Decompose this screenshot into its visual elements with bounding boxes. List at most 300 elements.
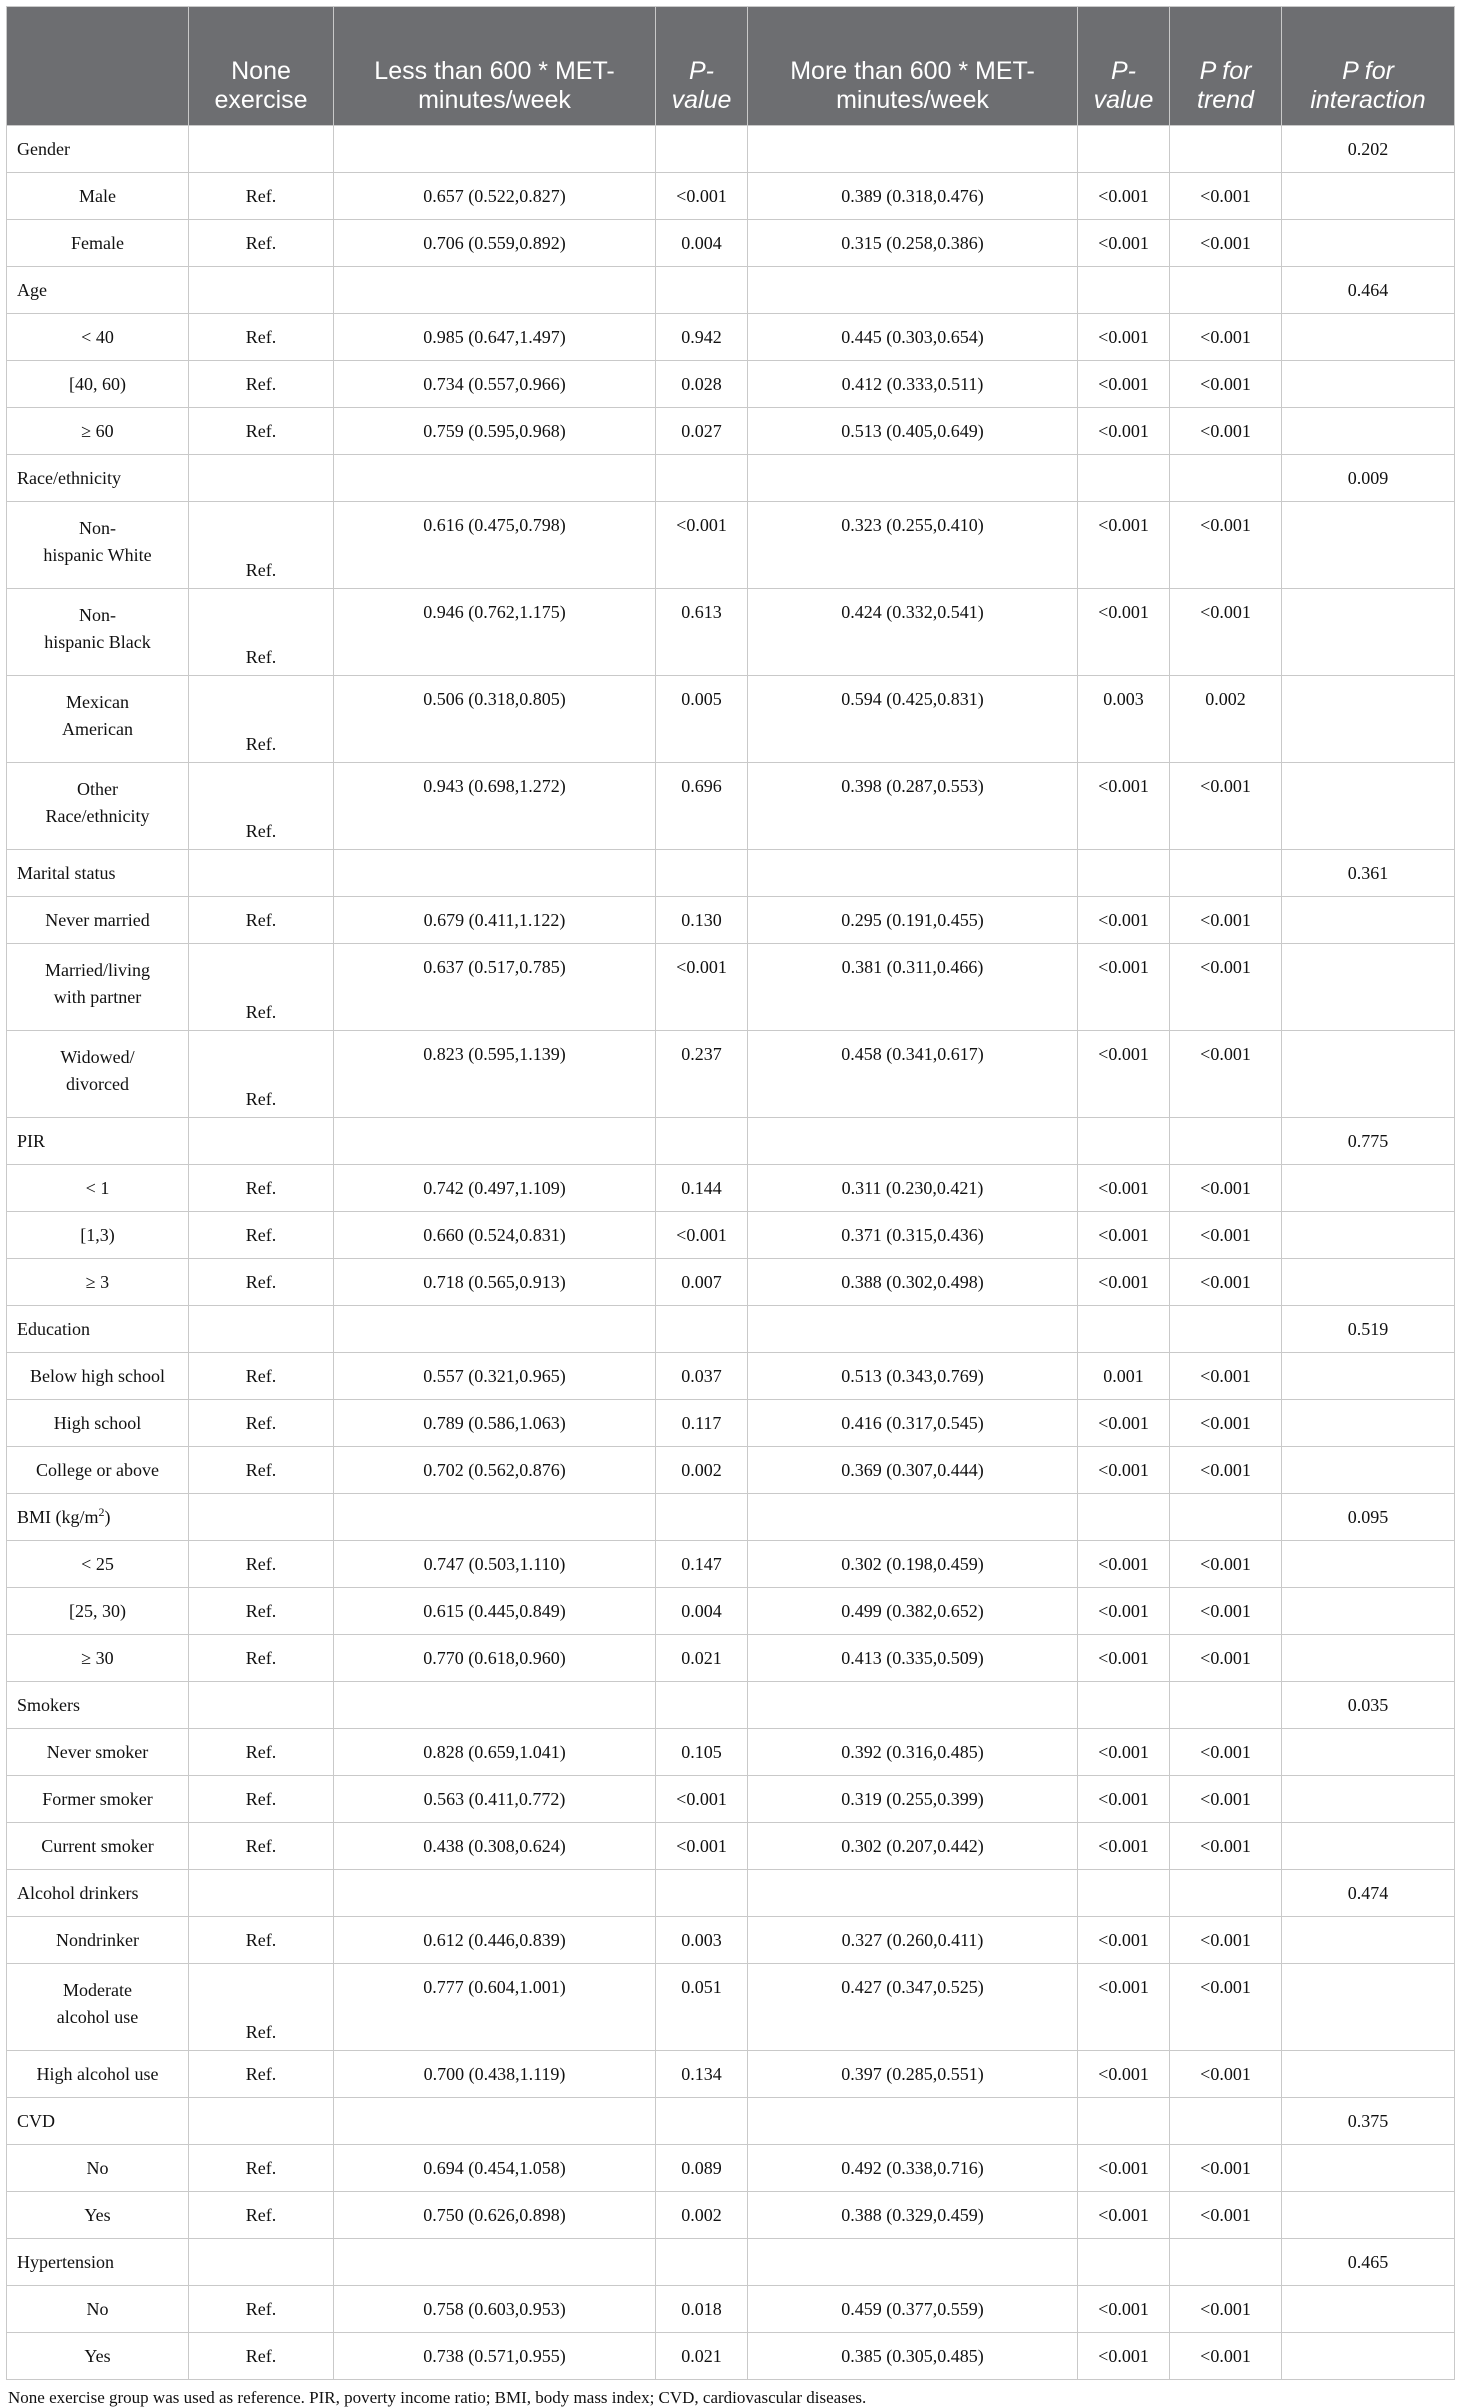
p-value-less: 0.028 — [656, 361, 748, 408]
less-than-600-or: 0.657 (0.522,0.827) — [334, 173, 656, 220]
empty-cell — [334, 1118, 656, 1165]
less-than-600-or: 0.734 (0.557,0.966) — [334, 361, 656, 408]
subgroup-label — [7, 589, 189, 676]
reference-cell: Ref. — [189, 1917, 334, 1964]
table-row — [7, 502, 1455, 589]
p-value-more: <0.001 — [1078, 1635, 1170, 1682]
category-label — [7, 1118, 189, 1165]
reference-cell: Ref. — [189, 763, 334, 850]
less-than-600-or: 0.637 (0.517,0.785) — [334, 944, 656, 1031]
empty-cell — [748, 267, 1078, 314]
empty-cell — [1282, 173, 1455, 220]
p-value-more: <0.001 — [1078, 2333, 1170, 2380]
table-row — [7, 1917, 1455, 1964]
less-than-600-or: 0.612 (0.446,0.839) — [334, 1917, 656, 1964]
category-row — [7, 2239, 1455, 2286]
more-than-600-or: 0.295 (0.191,0.455) — [748, 897, 1078, 944]
empty-cell — [656, 2098, 748, 2145]
subgroup-label-line: hispanic Black — [44, 632, 151, 652]
p-value-less: 0.942 — [656, 314, 748, 361]
reference-cell: Ref. — [189, 2051, 334, 2098]
more-than-600-or: 0.398 (0.287,0.553) — [748, 763, 1078, 850]
empty-cell — [748, 1870, 1078, 1917]
empty-cell — [1282, 2145, 1455, 2192]
p-trend-value: <0.001 — [1170, 2333, 1282, 2380]
empty-cell — [334, 1682, 656, 1729]
p-interaction-value: 0.035 — [1282, 1682, 1455, 1729]
more-than-600-or: 0.416 (0.317,0.545) — [748, 1400, 1078, 1447]
reference-cell: Ref. — [189, 502, 334, 589]
category-label — [7, 267, 189, 314]
less-than-600-or: 0.438 (0.308,0.624) — [334, 1823, 656, 1870]
column-header — [1078, 7, 1170, 126]
empty-cell — [748, 126, 1078, 173]
empty-cell — [334, 1870, 656, 1917]
p-trend-value: <0.001 — [1170, 1165, 1282, 1212]
p-value-more: <0.001 — [1078, 1917, 1170, 1964]
reference-cell: Ref. — [189, 2192, 334, 2239]
empty-cell — [1078, 126, 1170, 173]
subgroup-label-line: American — [62, 719, 133, 739]
p-value-more: <0.001 — [1078, 408, 1170, 455]
reference-cell: Ref. — [189, 1353, 334, 1400]
p-value-more: <0.001 — [1078, 1259, 1170, 1306]
empty-cell — [334, 455, 656, 502]
reference-cell: Ref. — [189, 1588, 334, 1635]
p-value-less: 0.002 — [656, 2192, 748, 2239]
empty-cell — [1282, 2333, 1455, 2380]
less-than-600-or: 0.706 (0.559,0.892) — [334, 220, 656, 267]
less-than-600-or: 0.679 (0.411,1.122) — [334, 897, 656, 944]
p-trend-value: <0.001 — [1170, 1541, 1282, 1588]
category-row — [7, 126, 1455, 173]
column-header-text: None exercise — [214, 57, 308, 114]
p-value-more: <0.001 — [1078, 1729, 1170, 1776]
empty-cell — [1282, 1400, 1455, 1447]
less-than-600-or: 0.742 (0.497,1.109) — [334, 1165, 656, 1212]
table-row — [7, 589, 1455, 676]
empty-cell — [1078, 2098, 1170, 2145]
more-than-600-or: 0.424 (0.332,0.541) — [748, 589, 1078, 676]
p-value-less: 0.021 — [656, 2333, 748, 2380]
p-trend-value: <0.001 — [1170, 1635, 1282, 1682]
table-row — [7, 2192, 1455, 2239]
more-than-600-or: 0.499 (0.382,0.652) — [748, 1588, 1078, 1635]
more-than-600-or: 0.459 (0.377,0.559) — [748, 2286, 1078, 2333]
empty-cell — [1078, 2239, 1170, 2286]
table-row — [7, 2286, 1455, 2333]
reference-cell: Ref. — [189, 944, 334, 1031]
reference-cell: Ref. — [189, 361, 334, 408]
empty-cell — [189, 1682, 334, 1729]
table-row — [7, 2051, 1455, 2098]
reference-cell: Ref. — [189, 220, 334, 267]
empty-cell — [1282, 1776, 1455, 1823]
table-row — [7, 1776, 1455, 1823]
less-than-600-or: 0.615 (0.445,0.849) — [334, 1588, 656, 1635]
column-header-text: P-value — [671, 57, 732, 114]
reference-cell: Ref. — [189, 1541, 334, 1588]
table-row — [7, 676, 1455, 763]
more-than-600-or: 0.388 (0.302,0.498) — [748, 1259, 1078, 1306]
subgroup-label — [7, 1964, 189, 2051]
category-label — [7, 1494, 189, 1541]
p-value-more: <0.001 — [1078, 1776, 1170, 1823]
column-header-text: P-value — [1093, 57, 1154, 114]
table-row — [7, 1541, 1455, 1588]
subgroup-label: < 40 — [7, 314, 189, 361]
less-than-600-or: 0.563 (0.411,0.772) — [334, 1776, 656, 1823]
category-name: PIR — [17, 1130, 46, 1151]
empty-cell — [748, 1494, 1078, 1541]
empty-cell — [1282, 408, 1455, 455]
subgroup-label-line: Moderate — [63, 1980, 132, 2000]
empty-cell — [656, 455, 748, 502]
p-value-less: 0.004 — [656, 220, 748, 267]
p-trend-value: <0.001 — [1170, 1729, 1282, 1776]
p-value-more: 0.001 — [1078, 1353, 1170, 1400]
table-row — [7, 1031, 1455, 1118]
p-value-less: 0.089 — [656, 2145, 748, 2192]
p-value-less: 0.002 — [656, 1447, 748, 1494]
reference-cell: Ref. — [189, 1447, 334, 1494]
p-trend-value: <0.001 — [1170, 1588, 1282, 1635]
empty-cell — [1078, 1118, 1170, 1165]
empty-cell — [189, 850, 334, 897]
empty-cell — [1078, 267, 1170, 314]
more-than-600-or: 0.513 (0.343,0.769) — [748, 1353, 1078, 1400]
more-than-600-or: 0.388 (0.329,0.459) — [748, 2192, 1078, 2239]
empty-cell — [748, 850, 1078, 897]
empty-cell — [748, 1682, 1078, 1729]
p-interaction-value: 0.095 — [1282, 1494, 1455, 1541]
less-than-600-or: 0.702 (0.562,0.876) — [334, 1447, 656, 1494]
header-row — [7, 7, 1455, 126]
category-label — [7, 850, 189, 897]
p-value-less: 0.005 — [656, 676, 748, 763]
p-trend-value: <0.001 — [1170, 763, 1282, 850]
column-header-text: Less than 600 * MET-minutes/week — [374, 57, 615, 114]
more-than-600-or: 0.397 (0.285,0.551) — [748, 2051, 1078, 2098]
p-trend-value: <0.001 — [1170, 2192, 1282, 2239]
column-header — [189, 7, 334, 126]
category-name: BMI (kg/m — [17, 1506, 99, 1527]
column-header — [1170, 7, 1282, 126]
subgroup-label-line: alcohol use — [56, 2007, 139, 2027]
p-value-more: <0.001 — [1078, 1165, 1170, 1212]
p-value-less: <0.001 — [656, 1776, 748, 1823]
empty-cell — [1282, 1353, 1455, 1400]
subgroup-label-line: hispanic White — [43, 545, 152, 565]
table-row — [7, 408, 1455, 455]
p-value-more: <0.001 — [1078, 589, 1170, 676]
subgroup-label: No — [7, 2145, 189, 2192]
empty-cell — [1170, 1682, 1282, 1729]
reference-cell: Ref. — [189, 1635, 334, 1682]
more-than-600-or: 0.369 (0.307,0.444) — [748, 1447, 1078, 1494]
more-than-600-or: 0.319 (0.255,0.399) — [748, 1776, 1078, 1823]
table-row — [7, 2333, 1455, 2380]
subgroup-label-line: divorced — [66, 1074, 129, 1094]
empty-cell — [748, 455, 1078, 502]
more-than-600-or: 0.327 (0.260,0.411) — [748, 1917, 1078, 1964]
reference-cell: Ref. — [189, 1400, 334, 1447]
table-row — [7, 1635, 1455, 1682]
less-than-600-or: 0.660 (0.524,0.831) — [334, 1212, 656, 1259]
table-row — [7, 944, 1455, 1031]
empty-cell — [656, 267, 748, 314]
empty-cell — [1282, 2192, 1455, 2239]
reference-cell: Ref. — [189, 1031, 334, 1118]
category-name: Marital status — [17, 862, 116, 883]
subgroup-label-line: Race/ethnicity — [45, 806, 150, 826]
empty-cell — [334, 267, 656, 314]
less-than-600-or: 0.616 (0.475,0.798) — [334, 502, 656, 589]
table-row — [7, 763, 1455, 850]
empty-cell — [1282, 676, 1455, 763]
p-trend-value: <0.001 — [1170, 502, 1282, 589]
more-than-600-or: 0.371 (0.315,0.436) — [748, 1212, 1078, 1259]
empty-cell — [189, 1870, 334, 1917]
more-than-600-or: 0.413 (0.335,0.509) — [748, 1635, 1078, 1682]
more-than-600-or: 0.323 (0.255,0.410) — [748, 502, 1078, 589]
p-trend-value: <0.001 — [1170, 173, 1282, 220]
p-value-less: 0.007 — [656, 1259, 748, 1306]
subgroup-label — [7, 944, 189, 1031]
p-value-less: <0.001 — [656, 502, 748, 589]
p-value-more: <0.001 — [1078, 763, 1170, 850]
empty-cell — [1282, 1031, 1455, 1118]
p-value-less: <0.001 — [656, 944, 748, 1031]
more-than-600-or: 0.445 (0.303,0.654) — [748, 314, 1078, 361]
subgroup-label: Below high school — [7, 1353, 189, 1400]
less-than-600-or: 0.747 (0.503,1.110) — [334, 1541, 656, 1588]
subgroup-label: Yes — [7, 2192, 189, 2239]
p-value-more: <0.001 — [1078, 502, 1170, 589]
subgroup-label-line: Widowed/ — [60, 1047, 135, 1067]
table-row — [7, 314, 1455, 361]
reference-cell: Ref. — [189, 1776, 334, 1823]
empty-cell — [1282, 1588, 1455, 1635]
table-row — [7, 1588, 1455, 1635]
p-value-more: <0.001 — [1078, 220, 1170, 267]
category-name: Hypertension — [17, 2251, 114, 2272]
empty-cell — [1282, 1165, 1455, 1212]
p-value-more: <0.001 — [1078, 173, 1170, 220]
subgroup-label — [7, 763, 189, 850]
category-label — [7, 1870, 189, 1917]
p-trend-value: <0.001 — [1170, 2145, 1282, 2192]
p-value-less: <0.001 — [656, 173, 748, 220]
less-than-600-or: 0.777 (0.604,1.001) — [334, 1964, 656, 2051]
less-than-600-or: 0.770 (0.618,0.960) — [334, 1635, 656, 1682]
less-than-600-or: 0.718 (0.565,0.913) — [334, 1259, 656, 1306]
empty-cell — [656, 126, 748, 173]
subgroup-label: [1,3) — [7, 1212, 189, 1259]
p-value-less: 0.696 — [656, 763, 748, 850]
empty-cell — [334, 2239, 656, 2286]
more-than-600-or: 0.458 (0.341,0.617) — [748, 1031, 1078, 1118]
empty-cell — [1282, 220, 1455, 267]
more-than-600-or: 0.594 (0.425,0.831) — [748, 676, 1078, 763]
category-row — [7, 1870, 1455, 1917]
less-than-600-or: 0.828 (0.659,1.041) — [334, 1729, 656, 1776]
empty-cell — [334, 850, 656, 897]
category-name: Race/ethnicity — [17, 467, 121, 488]
category-name: Education — [17, 1318, 90, 1339]
p-trend-value: <0.001 — [1170, 1776, 1282, 1823]
reference-cell: Ref. — [189, 589, 334, 676]
column-header-text: More than 600 * MET-minutes/week — [790, 57, 1035, 114]
less-than-600-or: 0.557 (0.321,0.965) — [334, 1353, 656, 1400]
subgroup-label: Nondrinker — [7, 1917, 189, 1964]
p-trend-value: <0.001 — [1170, 1917, 1282, 1964]
p-value-less: 0.144 — [656, 1165, 748, 1212]
subgroup-label: No — [7, 2286, 189, 2333]
empty-cell — [1170, 850, 1282, 897]
empty-cell — [1170, 2239, 1282, 2286]
empty-cell — [656, 1306, 748, 1353]
p-value-more: <0.001 — [1078, 1588, 1170, 1635]
table-row — [7, 1353, 1455, 1400]
subgroup-label: [25, 30) — [7, 1588, 189, 1635]
subgroup-label: Current smoker — [7, 1823, 189, 1870]
category-row — [7, 455, 1455, 502]
subgroup-label: High alcohol use — [7, 2051, 189, 2098]
empty-cell — [1282, 897, 1455, 944]
p-value-more: <0.001 — [1078, 1400, 1170, 1447]
p-value-more: <0.001 — [1078, 2145, 1170, 2192]
p-interaction-value: 0.361 — [1282, 850, 1455, 897]
category-label — [7, 1682, 189, 1729]
more-than-600-or: 0.381 (0.311,0.466) — [748, 944, 1078, 1031]
less-than-600-or: 0.738 (0.571,0.955) — [334, 2333, 656, 2380]
empty-cell — [1078, 850, 1170, 897]
p-trend-value: <0.001 — [1170, 1212, 1282, 1259]
more-than-600-or: 0.385 (0.305,0.485) — [748, 2333, 1078, 2380]
empty-cell — [189, 2239, 334, 2286]
less-than-600-or: 0.700 (0.438,1.119) — [334, 2051, 656, 2098]
subgroup-label-line: Mexican — [66, 692, 129, 712]
p-value-more: <0.001 — [1078, 361, 1170, 408]
table-row — [7, 1400, 1455, 1447]
empty-cell — [1282, 1729, 1455, 1776]
empty-cell — [1282, 1541, 1455, 1588]
reference-cell: Ref. — [189, 408, 334, 455]
less-than-600-or: 0.758 (0.603,0.953) — [334, 2286, 656, 2333]
empty-cell — [189, 1118, 334, 1165]
p-value-less: <0.001 — [656, 1212, 748, 1259]
p-trend-value: <0.001 — [1170, 1964, 1282, 2051]
empty-cell — [334, 126, 656, 173]
category-row — [7, 1118, 1455, 1165]
subgroup-label-line: Other — [77, 779, 118, 799]
p-value-less: 0.105 — [656, 1729, 748, 1776]
table-row — [7, 1212, 1455, 1259]
empty-cell — [334, 1306, 656, 1353]
empty-cell — [748, 2239, 1078, 2286]
category-name: Gender — [17, 138, 70, 159]
category-label — [7, 2098, 189, 2145]
category-name-superscript: 2 — [98, 1504, 105, 1519]
empty-cell — [1282, 1259, 1455, 1306]
empty-cell — [1282, 314, 1455, 361]
subgroup-label: Male — [7, 173, 189, 220]
p-value-less: 0.021 — [656, 1635, 748, 1682]
empty-cell — [1170, 1118, 1282, 1165]
table-row — [7, 1964, 1455, 2051]
p-interaction-value: 0.375 — [1282, 2098, 1455, 2145]
p-value-less: 0.003 — [656, 1917, 748, 1964]
subgroup-label-line: with partner — [53, 987, 142, 1007]
empty-cell — [334, 1494, 656, 1541]
more-than-600-or: 0.513 (0.405,0.649) — [748, 408, 1078, 455]
empty-cell — [1282, 589, 1455, 676]
p-interaction-value: 0.464 — [1282, 267, 1455, 314]
column-header — [656, 7, 748, 126]
p-trend-value: <0.001 — [1170, 1031, 1282, 1118]
p-value-less: 0.134 — [656, 2051, 748, 2098]
p-trend-value: <0.001 — [1170, 1353, 1282, 1400]
subgroup-label: Former smoker — [7, 1776, 189, 1823]
p-value-less: 0.004 — [656, 1588, 748, 1635]
empty-cell — [1282, 361, 1455, 408]
reference-cell: Ref. — [189, 897, 334, 944]
reference-cell: Ref. — [189, 173, 334, 220]
p-trend-value: <0.001 — [1170, 361, 1282, 408]
subgroup-label: College or above — [7, 1447, 189, 1494]
p-value-more: <0.001 — [1078, 314, 1170, 361]
table-row — [7, 220, 1455, 267]
p-value-less: 0.130 — [656, 897, 748, 944]
table-row — [7, 1165, 1455, 1212]
less-than-600-or: 0.946 (0.762,1.175) — [334, 589, 656, 676]
more-than-600-or: 0.315 (0.258,0.386) — [748, 220, 1078, 267]
more-than-600-or: 0.427 (0.347,0.525) — [748, 1964, 1078, 2051]
empty-cell — [1170, 267, 1282, 314]
subgroup-label-line: Non- — [79, 518, 116, 538]
subgroup-label — [7, 1031, 189, 1118]
p-value-more: <0.001 — [1078, 1031, 1170, 1118]
category-row — [7, 1306, 1455, 1353]
p-value-more: <0.001 — [1078, 2192, 1170, 2239]
category-label — [7, 1306, 189, 1353]
subgroup-label: High school — [7, 1400, 189, 1447]
empty-cell — [1282, 1212, 1455, 1259]
column-header — [334, 7, 656, 126]
p-value-less: 0.027 — [656, 408, 748, 455]
more-than-600-or: 0.302 (0.198,0.459) — [748, 1541, 1078, 1588]
empty-cell — [1282, 944, 1455, 1031]
empty-cell — [1170, 126, 1282, 173]
p-trend-value: <0.001 — [1170, 897, 1282, 944]
p-value-more: <0.001 — [1078, 2051, 1170, 2098]
category-row — [7, 1494, 1455, 1541]
p-interaction-value: 0.474 — [1282, 1870, 1455, 1917]
column-header-text: P for trend — [1197, 57, 1254, 114]
subgroup-label: ≥ 3 — [7, 1259, 189, 1306]
empty-cell — [189, 455, 334, 502]
empty-cell — [1282, 2286, 1455, 2333]
less-than-600-or: 0.694 (0.454,1.058) — [334, 2145, 656, 2192]
less-than-600-or: 0.823 (0.595,1.139) — [334, 1031, 656, 1118]
empty-cell — [1078, 1870, 1170, 1917]
p-value-less: 0.613 — [656, 589, 748, 676]
p-value-less: 0.018 — [656, 2286, 748, 2333]
p-value-more: 0.003 — [1078, 676, 1170, 763]
subgroup-label-line: Non- — [79, 605, 116, 625]
empty-cell — [189, 267, 334, 314]
